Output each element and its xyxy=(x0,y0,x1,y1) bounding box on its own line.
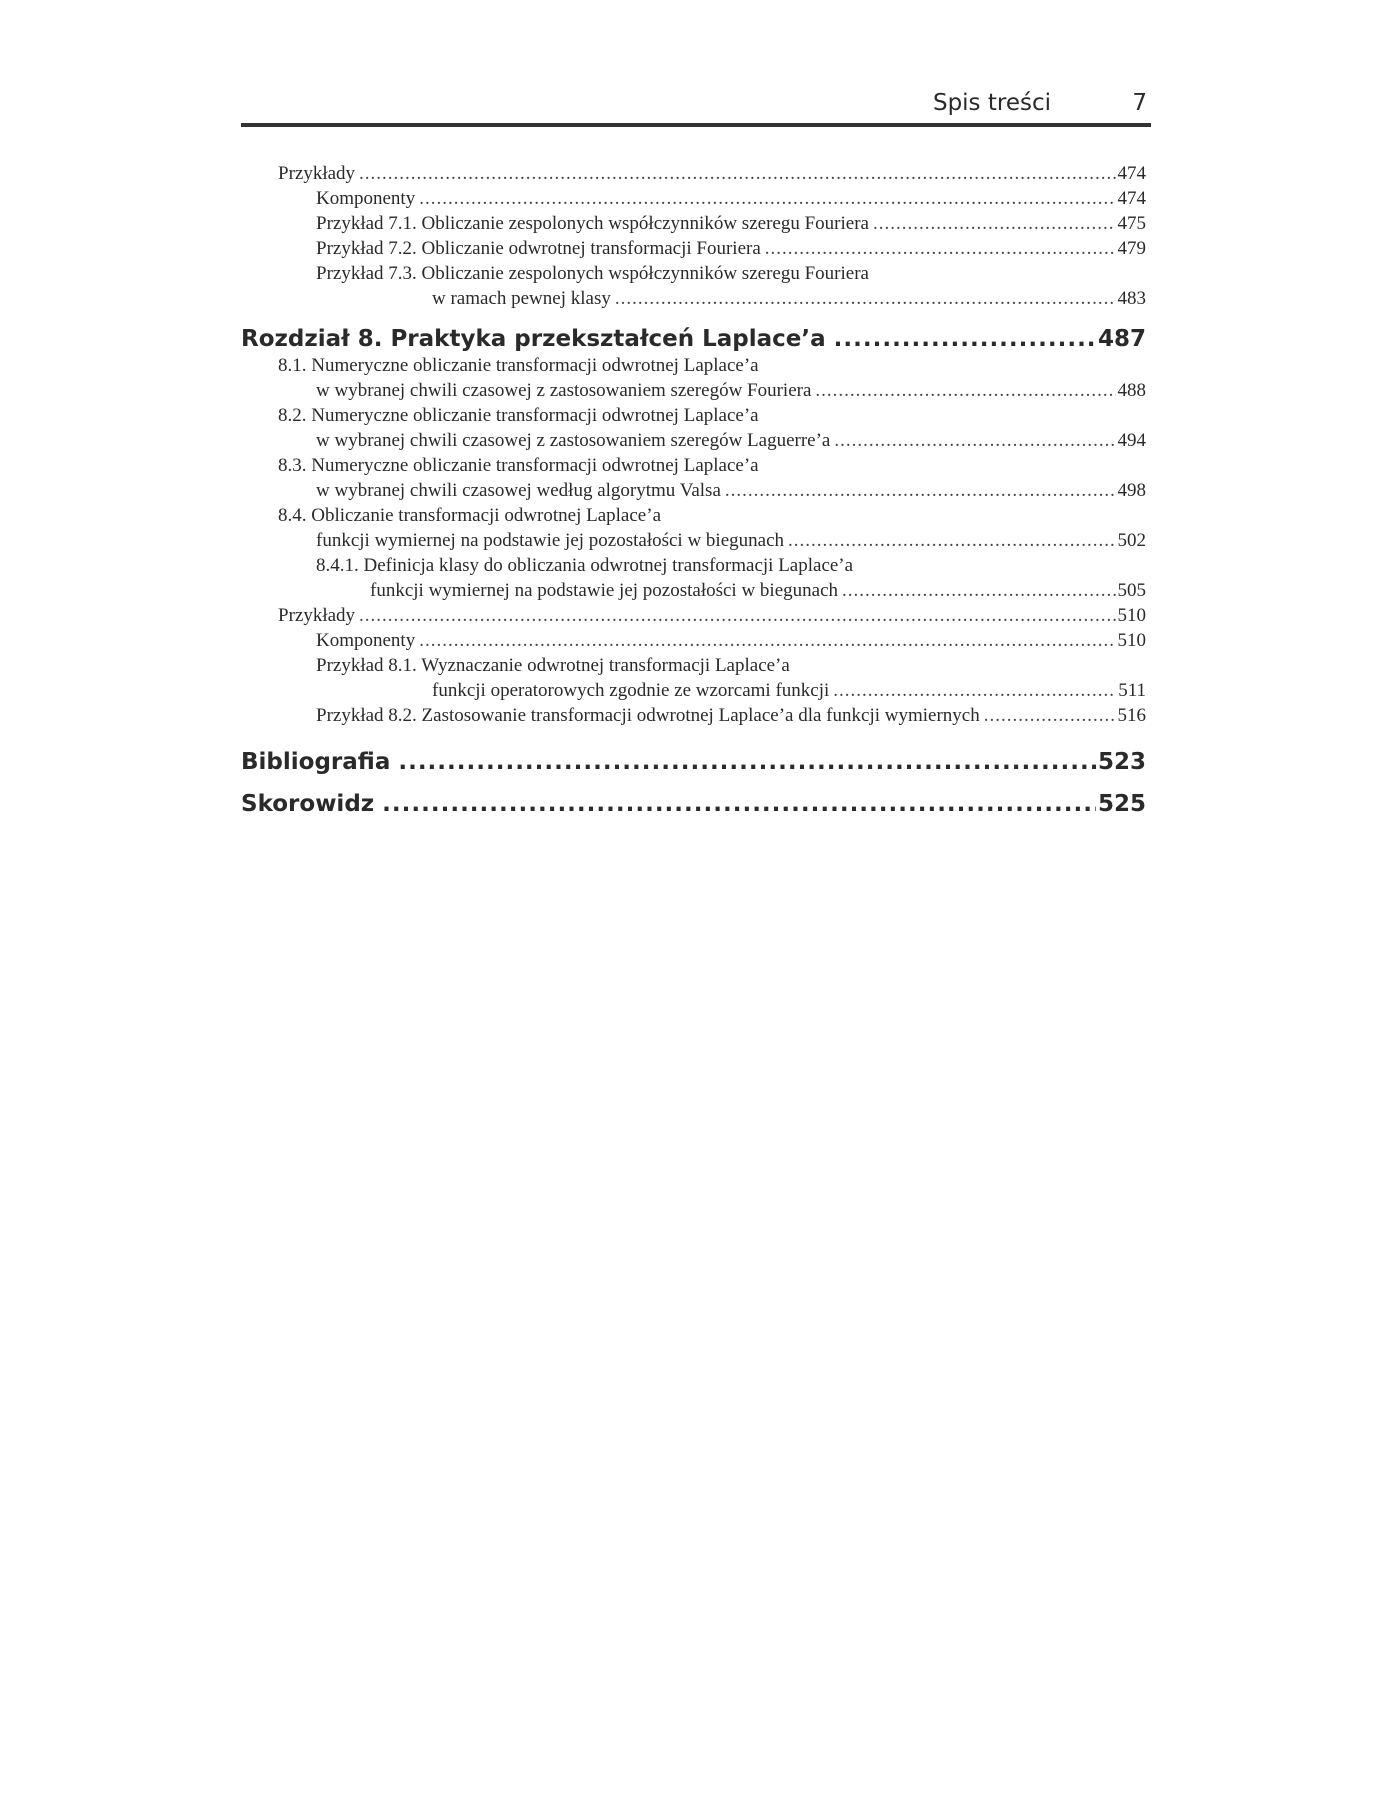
toc-chapter-8[interactable] xyxy=(241,325,1146,353)
toc-entry-page: 502 xyxy=(1117,530,1146,551)
table-of-contents xyxy=(241,161,1146,818)
toc-entry-page: 479 xyxy=(1117,238,1146,259)
toc-entry-page: 494 xyxy=(1117,430,1146,451)
dot-leader xyxy=(834,325,1096,353)
toc-entry-page: 474 xyxy=(1117,188,1146,209)
page-number: 7 xyxy=(1132,90,1147,116)
dot-leader xyxy=(873,211,1116,236)
toc-entry-title-line1: Przykład 8.1. Wyznaczanie odwrotnej transformacji Laplace’a xyxy=(316,655,790,676)
toc-entry-line2 xyxy=(432,678,1146,703)
toc-entry-line2 xyxy=(316,428,1146,453)
dot-leader xyxy=(815,378,1115,403)
toc-chapter-title: Rozdział 8. Praktyka przekształceń Laplace’a xyxy=(241,326,826,352)
toc-entry-page: 510 xyxy=(1117,605,1146,626)
toc-entry-title: Przykłady xyxy=(278,163,356,184)
dot-leader xyxy=(419,628,1115,653)
toc-entry-przyklad-8-1[interactable] xyxy=(278,653,1146,703)
toc-entry-title-line2: w wybranej chwili czasowej z zastosowaniem szeregów Laguerre’a xyxy=(316,430,831,451)
toc-entry-title-line1: 8.2. Numeryczne obliczanie transformacji odwrotnej Laplace’a xyxy=(278,405,759,426)
toc-entry-title: Komponenty xyxy=(316,188,416,209)
dot-leader xyxy=(842,578,1115,603)
toc-entry-page: 475 xyxy=(1117,213,1146,234)
dot-leader xyxy=(419,186,1115,211)
toc-entry-przyklad-7-3[interactable] xyxy=(278,261,1146,311)
toc-chapter-page: 525 xyxy=(1097,791,1146,817)
dot-leader xyxy=(834,428,1115,453)
header-rule xyxy=(241,123,1151,127)
toc-entry-title-line2: funkcji wymiernej na podstawie jej pozostałości w biegunach xyxy=(316,530,785,551)
toc-entry-title-line1: 8.3. Numeryczne obliczanie transformacji odwrotnej Laplace’a xyxy=(278,455,759,476)
toc-entry-title-line1: Przykład 7.3. Obliczanie zespolonych współczynników szeregu Fouriera xyxy=(316,263,869,284)
toc-entry-page: 505 xyxy=(1117,580,1146,601)
toc-entry-page: 474 xyxy=(1117,163,1146,184)
toc-entry-title-line2: funkcji operatorowych zgodnie ze wzorcami funkcji xyxy=(432,680,830,701)
toc-entry-page: 510 xyxy=(1117,630,1146,651)
toc-entry-przyklad-7-1[interactable] xyxy=(316,211,1146,236)
toc-entry-8-4-1[interactable] xyxy=(278,553,1146,603)
toc-entry-line2 xyxy=(370,578,1146,603)
toc-entry-title: Przykłady xyxy=(278,605,356,626)
toc-entry-title-line1: 8.1. Numeryczne obliczanie transformacji odwrotnej Laplace’a xyxy=(278,355,759,376)
toc-entry-title: Przykład 8.2. Zastosowanie transformacji odwrotnej Laplace’a dla funkcji wymiernych xyxy=(316,705,980,726)
toc-entry-przyklady-8[interactable] xyxy=(278,603,1146,628)
toc-entry-title-line2: funkcji wymiernej na podstawie jej pozostałości w biegunach xyxy=(370,580,839,601)
toc-entry-8-4[interactable] xyxy=(278,503,1146,553)
toc-bibliografia[interactable] xyxy=(241,748,1146,776)
dot-leader xyxy=(725,478,1116,503)
toc-entry-title-line2: w wybranej chwili czasowej według algorytmu Valsa xyxy=(316,480,721,501)
toc-chapter-title: Skorowidz xyxy=(241,791,375,817)
toc-entry-title: Komponenty xyxy=(316,630,416,651)
dot-leader xyxy=(788,528,1115,553)
dot-leader xyxy=(398,748,1096,776)
toc-entry-title-line2: w ramach pewnej klasy xyxy=(432,288,611,309)
toc-skorowidz[interactable] xyxy=(241,790,1146,818)
running-header-title: Spis treści xyxy=(932,90,1051,116)
toc-entry-line2 xyxy=(432,286,1146,311)
toc-entry-komponenty-8[interactable] xyxy=(316,628,1146,653)
toc-entry-line2 xyxy=(316,528,1146,553)
toc-entry-komponenty-7[interactable] xyxy=(316,186,1146,211)
dot-leader xyxy=(615,286,1116,311)
toc-entry-title-line1: 8.4. Obliczanie transformacji odwrotnej Laplace’a xyxy=(278,505,661,526)
toc-entry-8-1[interactable] xyxy=(278,353,1146,403)
running-header xyxy=(241,88,1149,128)
toc-chapter-page: 487 xyxy=(1097,326,1146,352)
toc-entry-title-line2: w wybranej chwili czasowej z zastosowaniem szeregów Fouriera xyxy=(316,380,812,401)
toc-entry-line2 xyxy=(316,378,1146,403)
dot-leader xyxy=(765,236,1116,261)
toc-entry-przyklad-7-2[interactable] xyxy=(316,236,1146,261)
toc-entry-page: 498 xyxy=(1117,480,1146,501)
toc-entry-8-3[interactable] xyxy=(278,453,1146,503)
toc-chapter-page: 523 xyxy=(1097,749,1146,775)
toc-entry-page: 511 xyxy=(1118,680,1146,701)
toc-entry-przyklady-7[interactable] xyxy=(278,161,1146,186)
toc-entry-page: 483 xyxy=(1117,288,1146,309)
toc-entry-page: 516 xyxy=(1117,705,1146,726)
toc-entry-przyklad-8-2[interactable] xyxy=(316,703,1146,728)
dot-leader xyxy=(833,678,1116,703)
toc-entry-title: Przykład 7.1. Obliczanie zespolonych współczynników szeregu Fouriera xyxy=(316,213,869,234)
toc-entry-title-line1: 8.4.1. Definicja klasy do obliczania odwrotnej transformacji Laplace’a xyxy=(316,555,854,576)
toc-entry-title: Przykład 7.2. Obliczanie odwrotnej transformacji Fouriera xyxy=(316,238,761,259)
dot-leader xyxy=(359,161,1115,186)
toc-entry-8-2[interactable] xyxy=(278,403,1146,453)
dot-leader xyxy=(359,603,1115,628)
toc-entry-page: 488 xyxy=(1117,380,1146,401)
toc-entry-line2 xyxy=(316,478,1146,503)
dot-leader xyxy=(984,703,1116,728)
dot-leader xyxy=(382,790,1096,818)
toc-chapter-title: Bibliografia xyxy=(241,749,391,775)
